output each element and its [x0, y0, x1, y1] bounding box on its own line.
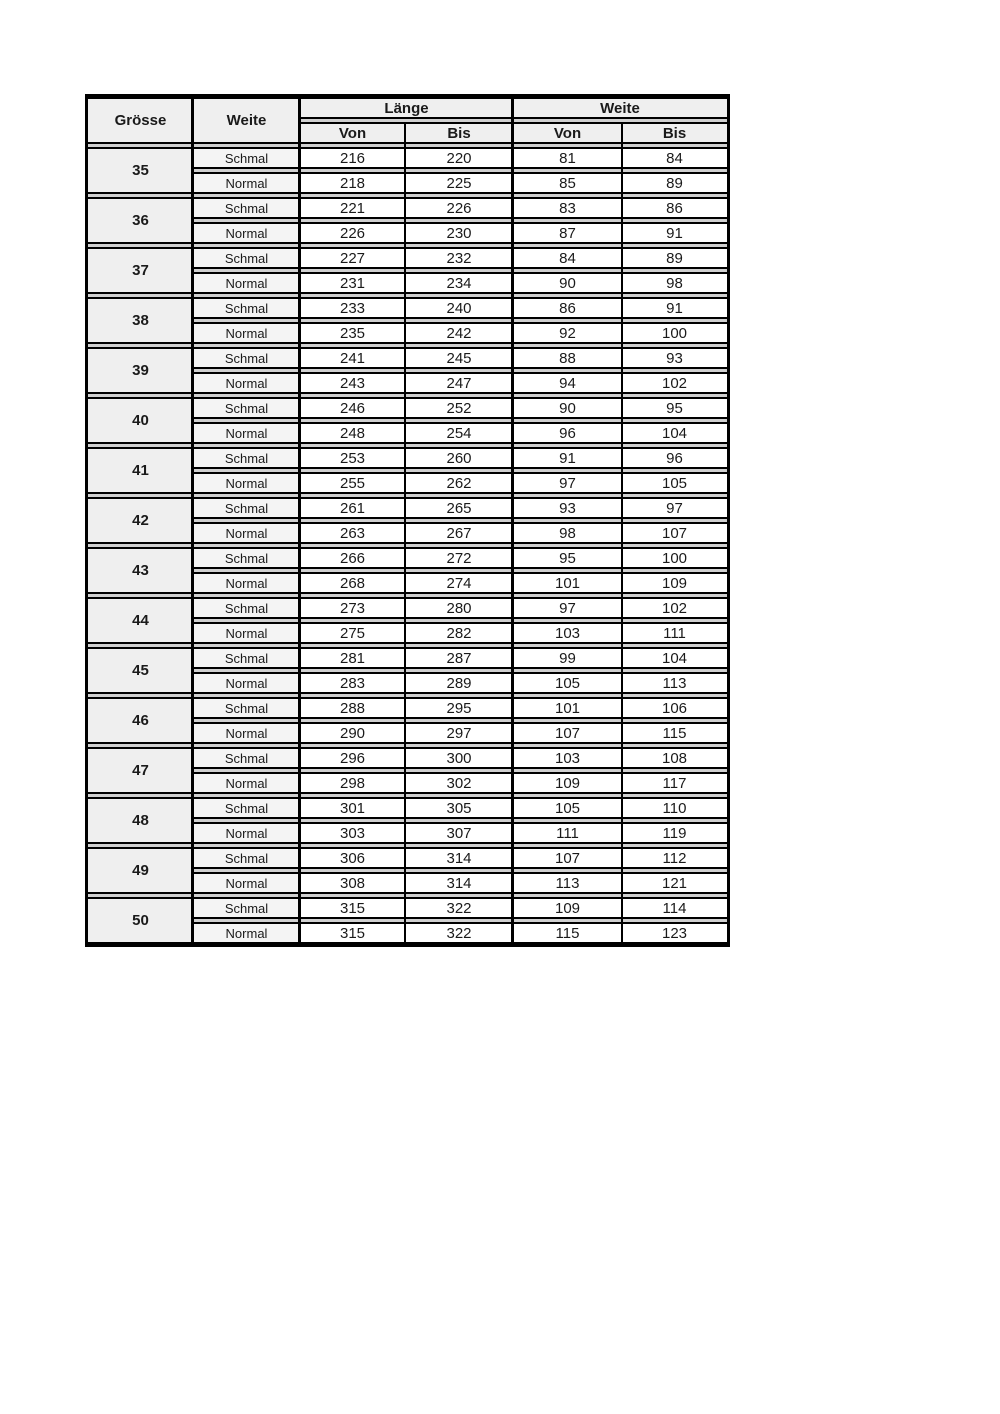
laenge-von-cell: 301 [300, 797, 405, 819]
size-cell: 47 [88, 747, 193, 794]
weite-von-cell: 94 [513, 372, 622, 394]
weite-von-cell: 81 [513, 147, 622, 169]
weite-bis-cell: 115 [622, 722, 727, 744]
weite-von-cell: 105 [513, 672, 622, 694]
column-separator-laenge-von-bis [404, 122, 406, 944]
weite-bis-cell: 91 [622, 297, 727, 319]
weite-bis-cell: 89 [622, 247, 727, 269]
variant-label-cell: Normal [193, 772, 300, 794]
weite-bis-cell: 117 [622, 772, 727, 794]
weite-bis-cell: 102 [622, 372, 727, 394]
variant-label-cell: Schmal [193, 597, 300, 619]
laenge-bis-cell: 314 [405, 847, 513, 869]
column-separator-groesse-weite [191, 97, 194, 944]
laenge-bis-cell: 307 [405, 822, 513, 844]
weite-bis-cell: 100 [622, 547, 727, 569]
weite-von-cell: 97 [513, 597, 622, 619]
laenge-bis-cell: 252 [405, 397, 513, 419]
weite-bis-cell: 97 [622, 497, 727, 519]
weite-von-cell: 96 [513, 422, 622, 444]
size-cell: 37 [88, 247, 193, 294]
size-cell: 49 [88, 847, 193, 894]
header-weite-group: Weite [513, 97, 727, 119]
variant-label-cell: Schmal [193, 497, 300, 519]
weite-von-cell: 103 [513, 622, 622, 644]
header-weite-bis: Bis [622, 122, 727, 144]
laenge-bis-cell: 272 [405, 547, 513, 569]
laenge-bis-cell: 234 [405, 272, 513, 294]
laenge-bis-cell: 220 [405, 147, 513, 169]
variant-label-cell: Schmal [193, 697, 300, 719]
weite-von-cell: 95 [513, 547, 622, 569]
laenge-bis-cell: 225 [405, 172, 513, 194]
variant-label-cell: Schmal [193, 647, 300, 669]
laenge-von-cell: 231 [300, 272, 405, 294]
weite-bis-cell: 109 [622, 572, 727, 594]
header-groesse: Grösse [88, 97, 193, 144]
variant-label-cell: Schmal [193, 347, 300, 369]
weite-von-cell: 105 [513, 797, 622, 819]
laenge-von-cell: 226 [300, 222, 405, 244]
weite-bis-cell: 102 [622, 597, 727, 619]
weite-von-cell: 111 [513, 822, 622, 844]
variant-label-cell: Schmal [193, 847, 300, 869]
variant-label-cell: Normal [193, 222, 300, 244]
variant-label-cell: Normal [193, 172, 300, 194]
weite-bis-cell: 112 [622, 847, 727, 869]
weite-bis-cell: 111 [622, 622, 727, 644]
variant-label-cell: Normal [193, 272, 300, 294]
size-cell: 42 [88, 497, 193, 544]
laenge-von-cell: 233 [300, 297, 405, 319]
laenge-von-cell: 273 [300, 597, 405, 619]
weite-bis-cell: 106 [622, 697, 727, 719]
weite-von-cell: 87 [513, 222, 622, 244]
weite-bis-cell: 91 [622, 222, 727, 244]
size-cell: 43 [88, 547, 193, 594]
variant-label-cell: Normal [193, 922, 300, 944]
laenge-von-cell: 315 [300, 897, 405, 919]
weite-von-cell: 109 [513, 897, 622, 919]
weite-bis-cell: 100 [622, 322, 727, 344]
weite-bis-cell: 84 [622, 147, 727, 169]
size-cell: 44 [88, 597, 193, 644]
laenge-von-cell: 268 [300, 572, 405, 594]
laenge-von-cell: 263 [300, 522, 405, 544]
laenge-von-cell: 248 [300, 422, 405, 444]
laenge-bis-cell: 322 [405, 897, 513, 919]
laenge-von-cell: 266 [300, 547, 405, 569]
laenge-bis-cell: 305 [405, 797, 513, 819]
laenge-von-cell: 306 [300, 847, 405, 869]
weite-von-cell: 97 [513, 472, 622, 494]
variant-label-cell: Schmal [193, 547, 300, 569]
weite-bis-cell: 93 [622, 347, 727, 369]
weite-bis-cell: 119 [622, 822, 727, 844]
weite-bis-cell: 86 [622, 197, 727, 219]
laenge-bis-cell: 302 [405, 772, 513, 794]
size-table [85, 94, 730, 947]
column-separator-weite-laenge [298, 97, 301, 944]
laenge-von-cell: 275 [300, 622, 405, 644]
weite-bis-cell: 95 [622, 397, 727, 419]
weite-bis-cell: 96 [622, 447, 727, 469]
size-cell: 35 [88, 147, 193, 194]
variant-label-cell: Normal [193, 622, 300, 644]
header-weite: Weite [193, 97, 300, 144]
weite-bis-cell: 114 [622, 897, 727, 919]
variant-label-cell: Schmal [193, 297, 300, 319]
size-cell: 36 [88, 197, 193, 244]
variant-label-cell: Normal [193, 372, 300, 394]
weite-von-cell: 99 [513, 647, 622, 669]
header-laenge-bis: Bis [405, 122, 513, 144]
laenge-bis-cell: 262 [405, 472, 513, 494]
header-weite-von: Von [513, 122, 622, 144]
laenge-von-cell: 216 [300, 147, 405, 169]
weite-von-cell: 107 [513, 847, 622, 869]
weite-bis-cell: 113 [622, 672, 727, 694]
laenge-bis-cell: 230 [405, 222, 513, 244]
weite-von-cell: 85 [513, 172, 622, 194]
weite-von-cell: 91 [513, 447, 622, 469]
weite-bis-cell: 105 [622, 472, 727, 494]
variant-label-cell: Normal [193, 322, 300, 344]
laenge-von-cell: 315 [300, 922, 405, 944]
weite-von-cell: 93 [513, 497, 622, 519]
laenge-von-cell: 253 [300, 447, 405, 469]
laenge-bis-cell: 295 [405, 697, 513, 719]
size-cell: 40 [88, 397, 193, 444]
weite-von-cell: 84 [513, 247, 622, 269]
column-separator-laenge-weite [511, 97, 514, 944]
laenge-bis-cell: 242 [405, 322, 513, 344]
laenge-von-cell: 288 [300, 697, 405, 719]
variant-label-cell: Schmal [193, 447, 300, 469]
laenge-bis-cell: 300 [405, 747, 513, 769]
laenge-bis-cell: 240 [405, 297, 513, 319]
laenge-von-cell: 243 [300, 372, 405, 394]
weite-bis-cell: 104 [622, 422, 727, 444]
laenge-von-cell: 218 [300, 172, 405, 194]
size-table-grid [88, 97, 727, 944]
laenge-von-cell: 246 [300, 397, 405, 419]
weite-von-cell: 86 [513, 297, 622, 319]
laenge-bis-cell: 260 [405, 447, 513, 469]
weite-von-cell: 107 [513, 722, 622, 744]
weite-von-cell: 92 [513, 322, 622, 344]
laenge-von-cell: 227 [300, 247, 405, 269]
weite-von-cell: 103 [513, 747, 622, 769]
header-laenge-von: Von [300, 122, 405, 144]
size-cell: 39 [88, 347, 193, 394]
weite-bis-cell: 108 [622, 747, 727, 769]
weite-bis-cell: 98 [622, 272, 727, 294]
weite-bis-cell: 104 [622, 647, 727, 669]
size-cell: 41 [88, 447, 193, 494]
weite-bis-cell: 123 [622, 922, 727, 944]
variant-label-cell: Normal [193, 722, 300, 744]
weite-von-cell: 90 [513, 272, 622, 294]
size-cell: 46 [88, 697, 193, 744]
laenge-bis-cell: 226 [405, 197, 513, 219]
weite-von-cell: 113 [513, 872, 622, 894]
variant-label-cell: Schmal [193, 747, 300, 769]
laenge-bis-cell: 267 [405, 522, 513, 544]
laenge-bis-cell: 265 [405, 497, 513, 519]
weite-bis-cell: 121 [622, 872, 727, 894]
laenge-von-cell: 255 [300, 472, 405, 494]
weite-von-cell: 109 [513, 772, 622, 794]
variant-label-cell: Normal [193, 822, 300, 844]
weite-bis-cell: 107 [622, 522, 727, 544]
weite-von-cell: 83 [513, 197, 622, 219]
laenge-von-cell: 235 [300, 322, 405, 344]
laenge-bis-cell: 274 [405, 572, 513, 594]
variant-label-cell: Schmal [193, 397, 300, 419]
laenge-von-cell: 221 [300, 197, 405, 219]
laenge-bis-cell: 282 [405, 622, 513, 644]
laenge-von-cell: 303 [300, 822, 405, 844]
weite-von-cell: 90 [513, 397, 622, 419]
laenge-von-cell: 290 [300, 722, 405, 744]
variant-label-cell: Normal [193, 672, 300, 694]
laenge-von-cell: 281 [300, 647, 405, 669]
variant-label-cell: Normal [193, 472, 300, 494]
size-cell: 45 [88, 647, 193, 694]
variant-label-cell: Normal [193, 872, 300, 894]
weite-von-cell: 101 [513, 697, 622, 719]
laenge-bis-cell: 280 [405, 597, 513, 619]
laenge-bis-cell: 314 [405, 872, 513, 894]
size-cell: 38 [88, 297, 193, 344]
weite-bis-cell: 110 [622, 797, 727, 819]
variant-label-cell: Schmal [193, 197, 300, 219]
variant-label-cell: Schmal [193, 897, 300, 919]
size-cell: 50 [88, 897, 193, 944]
laenge-bis-cell: 287 [405, 647, 513, 669]
laenge-bis-cell: 232 [405, 247, 513, 269]
laenge-von-cell: 298 [300, 772, 405, 794]
column-separator-weite-von-bis [621, 122, 623, 944]
weite-von-cell: 101 [513, 572, 622, 594]
laenge-von-cell: 296 [300, 747, 405, 769]
laenge-von-cell: 283 [300, 672, 405, 694]
laenge-bis-cell: 245 [405, 347, 513, 369]
laenge-von-cell: 308 [300, 872, 405, 894]
variant-label-cell: Normal [193, 522, 300, 544]
laenge-bis-cell: 254 [405, 422, 513, 444]
laenge-bis-cell: 297 [405, 722, 513, 744]
weite-von-cell: 98 [513, 522, 622, 544]
weite-von-cell: 115 [513, 922, 622, 944]
laenge-von-cell: 241 [300, 347, 405, 369]
header-laenge-group: Länge [300, 97, 513, 119]
weite-von-cell: 88 [513, 347, 622, 369]
variant-label-cell: Schmal [193, 247, 300, 269]
laenge-von-cell: 261 [300, 497, 405, 519]
laenge-bis-cell: 289 [405, 672, 513, 694]
variant-label-cell: Schmal [193, 147, 300, 169]
laenge-bis-cell: 322 [405, 922, 513, 944]
variant-label-cell: Schmal [193, 797, 300, 819]
weite-bis-cell: 89 [622, 172, 727, 194]
variant-label-cell: Normal [193, 422, 300, 444]
variant-label-cell: Normal [193, 572, 300, 594]
size-cell: 48 [88, 797, 193, 844]
laenge-bis-cell: 247 [405, 372, 513, 394]
